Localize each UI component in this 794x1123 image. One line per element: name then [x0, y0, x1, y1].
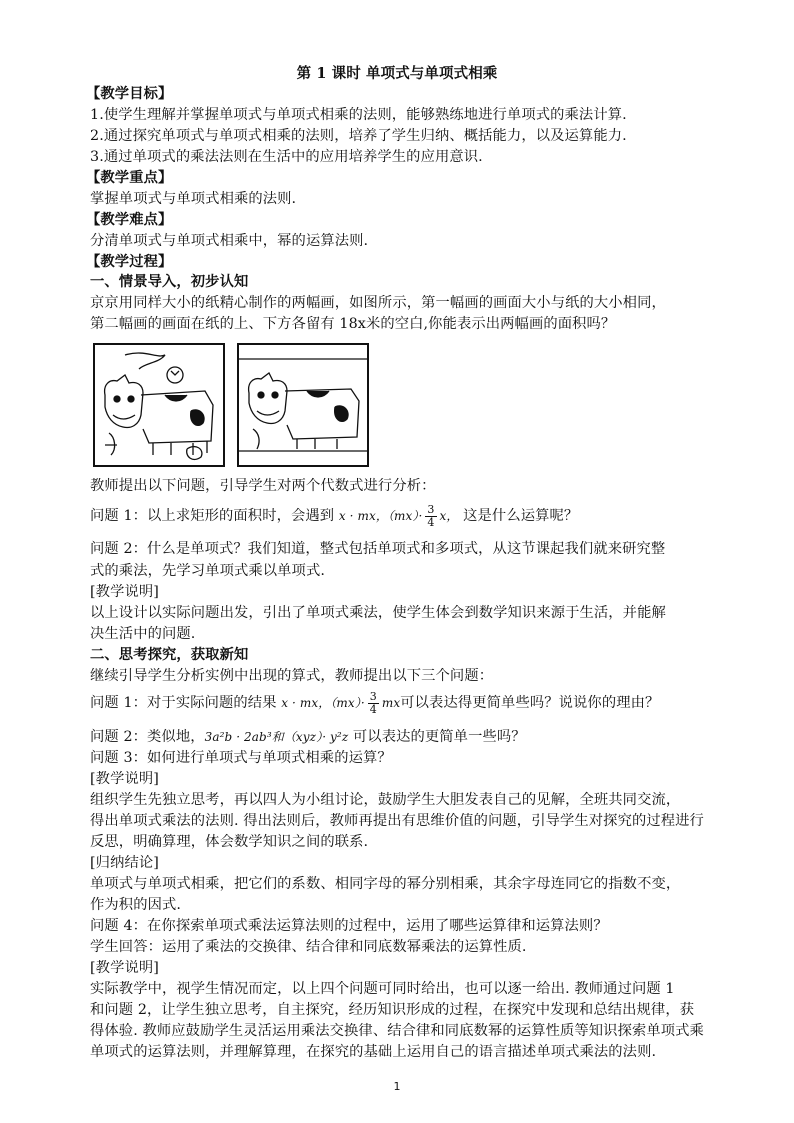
question-1-text: 问题 1：以上求矩形的面积时，会遇到: [90, 508, 335, 524]
fraction-denominator: 4: [369, 702, 377, 716]
practice-question-1-expression-tail: mx: [381, 696, 401, 710]
practice-question-1-fraction: [368, 691, 379, 716]
cow-drawing-cropped-icon: [239, 345, 367, 465]
note-3-heading: [教学说明]: [90, 960, 159, 976]
student-answer: 学生回答：运用了乘法的交换律、结合律和同底数幂乘法的运算性质.: [90, 939, 527, 955]
question-1-expression: x · mx，（mx）·: [338, 509, 423, 523]
practice-question-2-text-end: 可以表达的更简单一些吗？: [352, 729, 526, 745]
note-3-line-3: 得体验. 教师应鼓励学生灵活运用乘法交换律、结合律和同底数幂的运算性质等知识探索单项式乘: [90, 1023, 704, 1039]
practice-question-3: 问题 3：如何进行单项式与单项式相乘的运算？: [90, 750, 392, 766]
key-text: 掌握单项式与单项式相乘的法则.: [90, 191, 297, 207]
paragraph-3: 继续引导学生分析实例中出现的算式，教师提出以下三个问题：: [90, 668, 494, 684]
question-1-fraction: [425, 504, 436, 529]
question-1: [90, 501, 750, 531]
fraction-denominator: 4: [427, 515, 435, 529]
question-1-expression-tail: x，: [439, 509, 459, 523]
difficulty-text: 分清单项式与单项式相乘中，幂的运算法则.: [90, 233, 369, 249]
note-1-heading: [教学说明]: [90, 584, 159, 600]
paragraph-1-line-2: 第二幅画的画面在纸的上、下方各留有 18x米的空白,你能表示出两幅画的面积吗？: [90, 316, 616, 332]
note-1-line-2: 决生活中的问题.: [90, 626, 196, 642]
page-number: 1: [393, 1080, 401, 1093]
conclusion-heading: [归纳结论]: [90, 855, 159, 871]
note-2-line-1: 组织学生先独立思考，再以四人为小组讨论，鼓励学生大胆发表自己的见解，全班共同交流，: [90, 792, 681, 808]
note-2-line-3: 反思，明确算理，体会数学知识之间的联系.: [90, 834, 369, 850]
practice-question-1-text-end: 可以表达得更简单些吗？说说你的理由？: [400, 695, 660, 711]
note-2-heading: [教学说明]: [90, 771, 159, 787]
fraction-numerator: 3: [427, 502, 435, 516]
note-2-line-2: 得出单项式乘法的法则. 得出法则后，教师再提出有思维价值的问题，引导学生对探究的过程进行: [90, 813, 704, 829]
paragraph-1-line-1: 京京用同样大小的纸精心制作的两幅画，如图所示，第一幅画的画面大小与纸的大小相同，: [90, 295, 666, 311]
note-3-line-2: 和问题 2，让学生独立思考，自主探究，经历知识形成的过程，在探究中发现和总结出规律，获: [90, 1002, 695, 1018]
part2-heading: 二、思考探究，获取新知: [90, 647, 249, 663]
conclusion-line-1: 单项式与单项式相乘，把它们的系数、相同字母的幂分别相乘，其余字母连同它的指数不变，: [90, 876, 681, 892]
key-heading: 【教学重点】: [86, 170, 173, 186]
goals-heading: 【教学目标】: [86, 86, 173, 102]
part1-heading: 一、情景导入，初步认知: [90, 274, 249, 290]
practice-question-2: [90, 727, 750, 748]
note-3-line-1: 实际教学中，视学生情况而定，以上四个问题可同时给出，也可以逐一给出. 教师通过问题 1: [90, 981, 675, 997]
note-1-line-1: 以上设计以实际问题出发，引出了单项式乘法，使学生体会到数学知识来源于生活，并能解: [90, 605, 666, 621]
goal-1: 1.使学生理解并掌握单项式与单项式相乘的法则，能够熟练地进行单项式的乘法计算.: [90, 107, 627, 123]
difficulty-heading: 【教学难点】: [86, 212, 173, 228]
goal-2: 2.通过探究单项式与单项式相乘的法则，培养了学生归纳、概括能力，以及运算能力.: [90, 128, 627, 144]
cow-picture-full: [93, 343, 225, 467]
practice-question-2-text: 问题 2：类似地，: [90, 729, 205, 745]
question-1-text-end: 这是什么运算呢？: [463, 508, 579, 524]
paragraph-2: 教师提出以下问题，引导学生对两个代数式进行分析：: [90, 478, 436, 494]
cow-picture-with-margins: [237, 343, 369, 467]
practice-question-1-expression: x · mx，（mx）·: [281, 696, 365, 710]
practice-question-1-text: 问题 1：对于实际问题的结果: [90, 695, 277, 711]
question-2-line-2: 式的乘法，先学习单项式乘以单项式.: [90, 563, 325, 579]
page-title: 第 1 课时 单项式与单项式相乘: [296, 65, 498, 82]
fraction-numerator: 3: [369, 689, 377, 703]
process-heading: 【教学过程】: [86, 254, 173, 270]
conclusion-line-2: 作为积的因式.: [90, 897, 182, 913]
practice-question-2-expression: 3a²b · 2ab³和（xyz）· y²z: [204, 730, 349, 744]
practice-question-4: 问题 4：在你探索单项式乘法运算法则的过程中，运用了哪些运算律和运算法则？: [90, 918, 608, 934]
question-2-line-1: 问题 2：什么是单项式？我们知道，整式包括单项式和多项式，从这节课起我们就来研究整: [90, 541, 666, 557]
practice-question-1: [90, 688, 750, 718]
cow-drawing-icon: [95, 345, 223, 465]
goal-3: 3.通过单项式的乘法法则在生活中的应用培养学生的应用意识.: [90, 149, 483, 165]
note-3-line-4: 单项式的运算法则，并理解算理，在探究的基础上运用自己的语言描述单项式乘法的法则.: [90, 1044, 657, 1060]
